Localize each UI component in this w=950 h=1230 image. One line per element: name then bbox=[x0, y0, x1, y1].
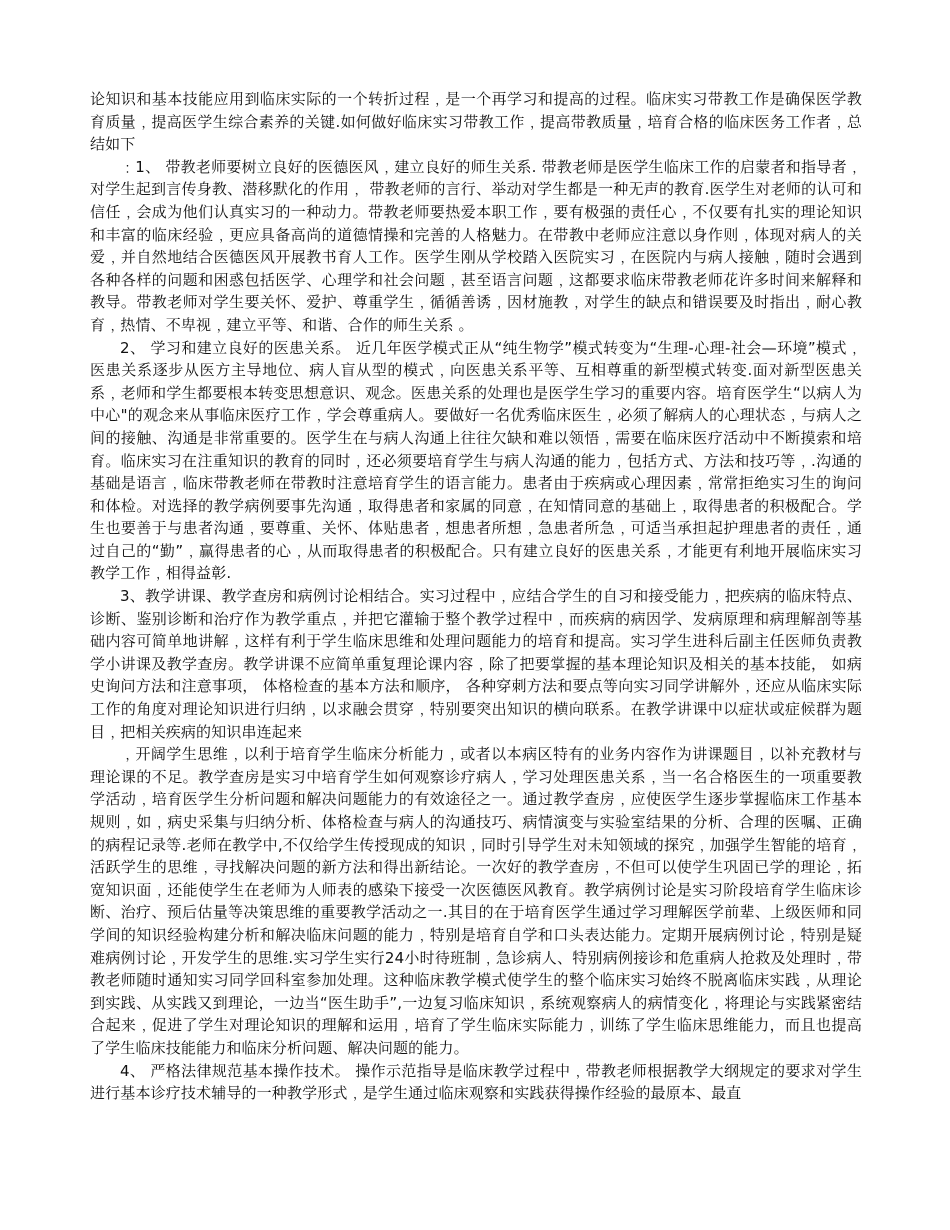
section-1-teacher-ethics: ﹕1、 带教老师要树立良好的医德医风﹐建立良好的师生关系. 带教老师是医学生临床工作的启蒙者和指导者﹐对学生起到言传身教、潜移默化的作用﹐ 带教老师的言行、举动对学生都是一种无声的教育.医学生对老师的认可和信任﹐会成为他们认真实习的一种动力。带教老师要热爱本职工作﹐要有极强的责任心﹐不仅要有扎实的理论知识和丰富的临床经验﹐更应具备高尚的道德情操和完善的人格魅力。在带教中老师应注意以身作则﹐体现对病人的关爱﹐并自然地结合医德医风开展教书育人工作。医学生刚从学校踏入医院实习﹐在医院内与病人接触﹐随时会遇到各种各样的问题和困惑包括医学、心理学和社会问题﹐甚至语言问题﹐这都要求临床带教老师花许多时间来解释和教导。带教老师对学生要关怀、爱护、尊重学生﹐循循善诱﹐因材施教﹐对学生的缺点和错误要及时指出﹐耐心教育﹐热情、不卑视﹐建立平等、和谐、合作的师生关系 。 bbox=[90, 157, 862, 334]
section-3-teaching-methods: 3、教学讲课、教学查房和病例讨论相结合。实习过程中﹐应结合学生的自习和接受能力﹐把疾病的临床特点、诊断、鉴别诊断和治疗作为教学重点﹐并把它灌输于整个教学过程中﹐而疾病的病因学、发病原理和病理解剖等基础内容可简单地讲解﹐这样有利于学生临床思维和处理问题能力的培育和提高。实习学生进科后副主任医师负责教学小讲课及教学查房。教学讲课不应简单重复理论课内容﹐除了把要掌握的基本理论知识及相关的基本技能， 如病史询问方法和注意事项， 体格检查的基本方法和顺序， 各种穿刺方法和要点等向实习同学讲解外﹐还应从临床实际工作的角度对理论知识进行归纳﹐以求融会贯穿﹐特别要突出知识的横向联系。在教学讲课中以症状或症候群为题目﹐把相关疾病的知识串连起来 bbox=[90, 587, 862, 741]
section-3-continued: ﹐开阔学生思维﹐以利于培育学生临床分析能力﹐或者以本病区特有的业务内容作为讲课题目﹐以补充教材与理论课的不足。教学查房是实习中培育学生如何观察诊疗病人﹐学习处理医患关系﹐当一名合格医生的一项重要教学活动﹐培育医学生分析问题和解决问题能力的有效途径之一。通过教学查房﹐应使医学生逐步掌握临床工作基本规则﹐如﹐病史采集与归纳分析、体格检查与病人的沟通技巧、病情演变与实验室结果的分析、合理的医嘱、正确的病程记录等.老师在教学中,不仅给学生传授现成的知识﹐同时引导学生对未知领域的探究﹐加强学生智能的培育﹐活跃学生的思维﹐寻找解决问题的新方法和得出新结论。一次好的教学查房﹐不但可以使学生巩固已学的理论﹐拓宽知识面﹐还能使学生在老师为人师表的感染下接受一次医德医风教育。教学病例讨论是实习阶段培育学生临床诊断、治疗、预后估量等决策思维的重要教学活动之一.其目的在于培育医学生通过学习理解医学前辈、上级医师和同学间的知识经验构建分析和解决临床问题的能力﹐特别是培育自学和口头表达能力。定期开展病例讨论﹐特别是疑难病例讨论﹐开发学生的思维.实习学生实行24小时待班制﹐急诊病人、特别病例接诊和危重病人抢救及处理时﹐带教老师随时通知实习同学回科室参加处理。这种临床教学模式使学生的整个临床实习始终不脱离临床实践﹐从理论到实践、从实践又到理论，一边当“医生助手”,一边复习临床知识﹐系统观察病人的病情变化﹐将理论与实践紧密结合起来﹐促进了学生对理论知识的理解和运用﹐培育了学生临床实际能力﹐训练了学生临床思维能力，而且也提高了学生临床技能能力和临床分析问题、解决问题的能力。 bbox=[90, 745, 862, 1057]
section-2-doctor-patient-relationship: 2、 学习和建立良好的医患关系。 近几年医学模式正从“纯生物学”模式转变为“生理-心理-社会—环境”模式﹐医患关系逐步从医方主导地位、病人盲从型的模式﹐向医患关系平等、互相尊重的新型模式转变.面对新型医患关系﹐老师和学生都要根本转变思想意识、观念。医患关系的处理也是医学生学习的重要内容。培育医学生“以病人为中心"的观念来从事临床医疗工作﹐学会尊重病人。要做好一名优秀临床医生﹐必须了解病人的心理状态﹐与病人之间的接触、沟通是非常重要的。医学生在与病人沟通上往往欠缺和难以领悟﹐需要在临床医疗活动中不断摸索和培育。临床实习在注重知识的教育的同时﹐还必须要培育学生与病人沟通的能力﹐包括方式、方法和技巧等﹐.沟通的基础是语言﹐临床带教老师在带教时注意培育学生的语言能力。患者由于疾病或心理因素﹐常常拒绝实习生的询问和体检。对选择的教学病例要事先沟通﹐取得患者和家属的同意﹐在知情同意的基础上﹐取得患者的积极配合。学生也要善于与患者沟通﹐要尊重、关怀、体贴患者﹐想患者所想﹐急患者所急﹐可适当承担起护理患者的责任﹐通过自己的“勤”﹐赢得患者的心﹐从而取得患者的积极配合。只有建立良好的医患关系﹐才能更有利地开展临床实习教学工作﹐相得益彰. bbox=[90, 338, 862, 583]
section-4-operation-skills: 4、 严格法律规范基本操作技术。 操作示范指导是临床教学过程中﹐带教老师根据教学大纲规定的要求对学生进行基本诊疗技术辅导的一种教学形式﹐是学生通过临床观察和实践获得操作经验的最原本、最直 bbox=[90, 1061, 862, 1103]
intro-paragraph: 论知识和基本技能应用到临床实际的一个转折过程﹐是一个再学习和提高的过程。临床实习带教工作是确保医学教育质量﹐提高医学生综合素养的关键.如何做好临床实习带教工作﹐提高带教质量﹐培育合格的临床医务工作者﹐总结如下 bbox=[90, 90, 862, 154]
document-body bbox=[90, 88, 862, 1105]
